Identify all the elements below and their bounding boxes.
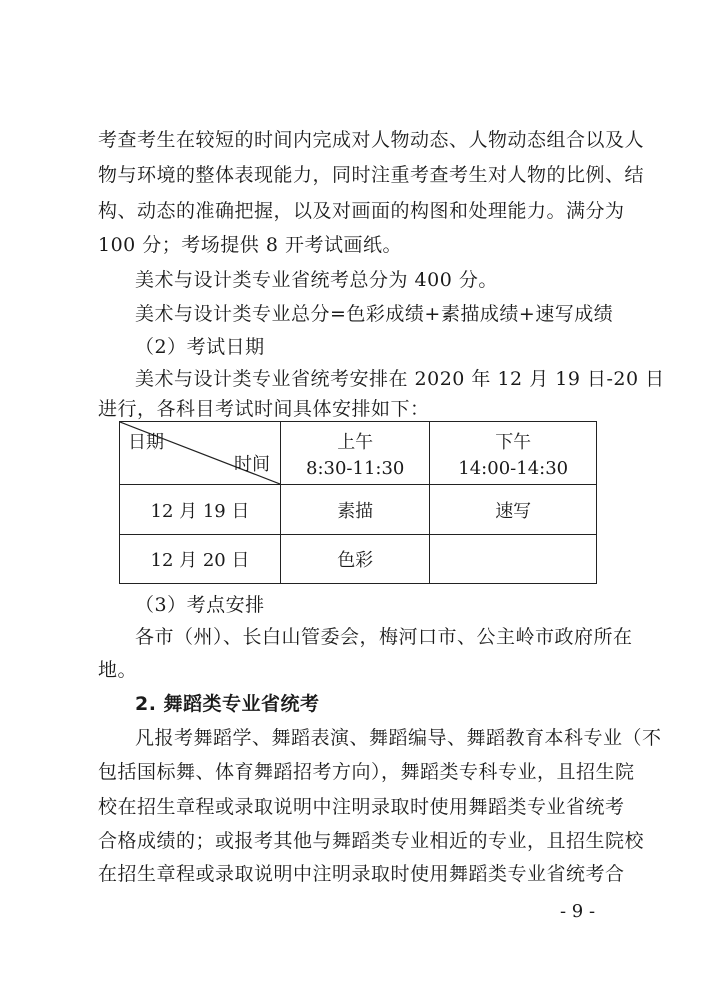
am-subject-cell: 素描: [281, 485, 430, 535]
table-corner-cell: [120, 422, 281, 485]
paragraph-line: 构、动态的准确把握，以及对画面的构图和处理能力。满分为: [98, 200, 625, 222]
total-score-text: 美术与设计类专业省统考总分为 400 分。: [135, 269, 498, 291]
paragraph-line: 包括国标舞、体育舞蹈招考方向），舞蹈类专科专业，且招生院: [98, 761, 635, 783]
pm-time: 14:00-14:30: [458, 457, 569, 479]
dance-section-heading: 2. 舞蹈类专业省统考: [135, 693, 320, 715]
paragraph-line: 在招生章程或录取说明中注明录取时使用舞蹈类专业省统考合: [98, 863, 625, 885]
score-formula-text: 美术与设计类专业总分=色彩成绩+素描成绩+速写成绩: [135, 303, 614, 325]
venue-heading: （3）考点安排: [135, 594, 265, 616]
am-time: 8:30-11:30: [306, 457, 405, 479]
paragraph-line: 各市（州）、长白山管委会，梅河口市、公主岭市政府所在: [135, 626, 633, 648]
table-row: [120, 485, 597, 535]
pm-subject-cell: 速写: [430, 485, 597, 535]
am-label: 上午: [337, 431, 374, 453]
paragraph-line: 地。: [98, 659, 138, 681]
corner-date-label: 日期: [128, 432, 164, 453]
table-header-row: [120, 422, 597, 485]
corner-time-label: 时间: [234, 454, 270, 475]
paragraph-line: 100 分；考场提供 8 开考试画纸。: [98, 234, 402, 256]
paragraph-line: 考查考生在较短的时间内完成对人物动态、人物动态组合以及人: [98, 129, 645, 151]
date-cell: 12 月 19 日: [120, 485, 281, 535]
date-cell: 12 月 20 日: [120, 535, 281, 584]
paragraph-line: 校在招生章程或录取说明中注明录取时使用舞蹈类专业省统考: [98, 796, 625, 818]
paragraph-line: 凡报考舞蹈学、舞蹈表演、舞蹈编导、舞蹈教育本科专业（不: [135, 727, 662, 749]
pm-subject-cell: [430, 535, 597, 584]
am-subject-cell: 色彩: [281, 535, 430, 584]
page-number: - 9 -: [560, 901, 596, 922]
am-header-cell: [281, 422, 430, 485]
paragraph-line: 合格成绩的；或报考其他与舞蹈类专业相近的专业，且招生院校: [98, 830, 645, 852]
pm-header-cell: [430, 422, 597, 485]
pm-label: 下午: [495, 431, 532, 453]
paragraph-line: 美术与设计类专业省统考安排在 2020 年 12 月 19 日-20 日: [135, 368, 665, 390]
table-row: [120, 535, 597, 584]
paragraph-line: 进行，各科目考试时间具体安排如下：: [98, 398, 430, 420]
exam-schedule-table: [119, 421, 597, 584]
paragraph-line: 物与环境的整体表现能力，同时注重考查考生对人物的比例、结: [98, 164, 645, 186]
exam-date-heading: （2）考试日期: [135, 336, 265, 358]
